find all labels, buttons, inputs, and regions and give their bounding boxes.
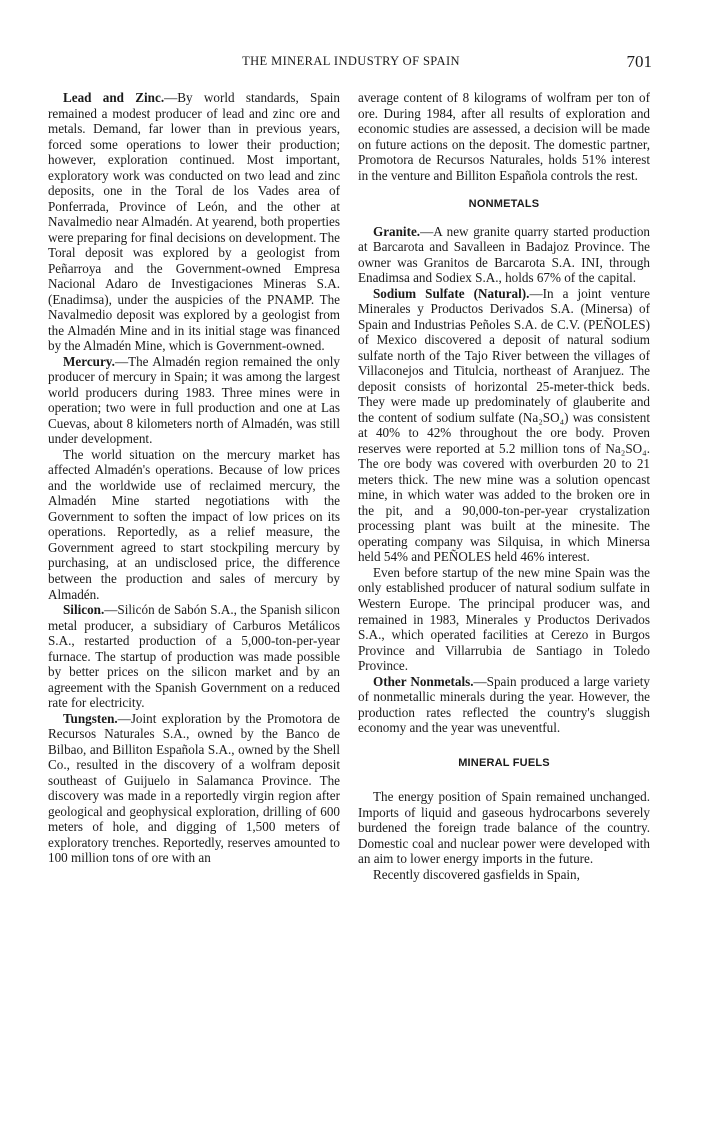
run-in-heading-lead-zinc: Lead and Zinc. xyxy=(63,90,165,105)
running-title: THE MINERAL INDUSTRY OF SPAIN xyxy=(242,54,460,68)
paragraph-text: —A new granite quarry started production at Barcarota and Savalleen in Badajoz Province. The owner was Granitos de Barcarota S.A. INI, through Enadimsa and Sodiex S.A., holds 67% of the capital. xyxy=(358,223,650,286)
paragraph-sodium-sulfate-producers: Even before startup of the new mine Spain was the only established producer of natural sodium sulfate in Western Europe. The principal producer was, and remained in 1983, Minerales y Productos Derivados S.A., which operated facilities at Cerezo in Burgos Province and Villarrubia de Santiago in Toledo Province. xyxy=(358,564,650,674)
paragraph-gasfields: Recently discovered gasfields in Spain, xyxy=(373,866,580,882)
page-header xyxy=(48,52,654,78)
paragraph-text: —Joint exploration by the Promotora de Recursos Naturales S.A., owned by the Banco de Bilbao, and Billiton Española S.A., owned by the Shell Co., resulted in the discovery of a wolfram deposit southeast of Guijuelo in Salamanca Province. The discovery was made in a reportedly virgin region after geological and geophysical exploration, drilling of 600 meters of hole, and digging of 1,500 meters of exploratory trenches. Reportedly, reserves amounted to 100 million tons of ore with an xyxy=(48,710,340,866)
run-in-heading-sodium-sulfate: Sodium Sulfate (Natural). xyxy=(373,285,530,301)
paragraph-mercury xyxy=(48,354,340,447)
run-in-heading-tungsten: Tungsten. xyxy=(63,710,118,726)
page-number: 701 xyxy=(626,52,652,71)
run-in-heading-mercury: Mercury. xyxy=(63,353,115,369)
paragraph-granite xyxy=(358,224,650,286)
paragraph-energy-position: The energy position of Spain remained unchanged. Imports of liquid and gaseous hydrocarbons severely burdened the foreign trade balance of the country. Domestic coal and nuclear power were developed with an aim to lower energy imports in the future. xyxy=(358,789,650,867)
run-in-heading-silicon: Silicon. xyxy=(63,602,105,618)
right-column xyxy=(358,90,650,882)
paragraph-silicon xyxy=(48,602,340,711)
section-heading-mineral-fuels: MINERAL FUELS xyxy=(458,756,550,769)
paragraph-text: —Spain produced a large variety of nonmetallic minerals during the year. However, the production rates reflected the country's sluggish economy and the year was uneventful. xyxy=(358,673,651,736)
paragraph-lead-zinc xyxy=(48,90,340,354)
paragraph-sodium-sulfate xyxy=(358,286,650,565)
paragraph-other-nonmetals xyxy=(358,674,650,736)
paragraph-tungsten xyxy=(48,711,340,866)
paragraph-tungsten-continued: average content of 8 kilograms of wolfram per ton of ore. During 1984, after all results of exploration and economic studies are assessed, a decision will be made on future actions on the deposit. The domestic partner, Promotora de Recursos Naturales, holds 51% interest in the venture and Billiton Española controls the rest. xyxy=(358,90,650,183)
paragraph-text: —The Almadén region remained the only producer of mercury in Spain; it was among the largest world producers during 1983. Three mines were in operation; two were in full production and one at Las Cuevas, about 8 kilometers north of Almadén, was still under development. xyxy=(48,353,340,447)
paragraph-mercury-market: The world situation on the mercury market has affected Almadén's operations. Because of low prices and the worldwide use of reclaimed mercury, the Almadén Mine started negotiations with the Government to soften the impact of low prices on its operations. Reportedly, as a relief measure, the Government agreed to start stockpiling mercury by purchasing, at an undisclosed price, the difference between the production and sales of mercury by Almadén. xyxy=(48,446,340,602)
left-column xyxy=(48,90,340,866)
paragraph-text: —By world standards, Spain remained a modest producer of lead and zinc ore and metals. Demand, far lower than in previous years, forced some operations to lower their production; however, exploration continued. Most important, exploratory work was conducted on two lead and zinc deposits, one in the Toral de los Vades area of Ponferrada, Province of León, and the other at Navalmedio near Almadén. At yearend, both properties were preparing for final decisions on development. The Toral deposit was explored by a geologist from Peñarroya and the Government-owned Empresa Nacional Adaro de Investigaciones Mineras S.A. (Enadimsa), under the auspicies of the PNAMP. The Navalmedio deposit was explored by a geologist from the Almadén Mine and in its initial stage was financed by the Almadén Mine, which is Government-owned. xyxy=(48,90,340,354)
section-heading-nonmetals: NONMETALS xyxy=(468,198,540,211)
run-in-heading-granite: Granite. xyxy=(373,223,421,239)
paragraph-text: —In a joint venture Minerales y Productos Derivados S.A. (Minersa) of Spain and Industrias Peñoles S.A. de C.V. (PEÑOLES) of Mexico discovered a deposit of natural sodium sulfate north of the Tajo River between the villages of Villaconejos and Titulcia, northeast of Aranjuez. The deposit consists of horizontal 25-meter-thick beds. They were made up predominately of glauberite and the content of sodium sulfate (Na₂SO₄) was consistent at 40% to 42% throughout the ore body. Proven reserves were reported at 5.2 million tons of Na₂SO₄. The ore body was covered with overburden 20 to 21 meters thick. The new mine was a solution opencast mine, in which water was added to the broken ore in the pit, and a 90,000-ton-per-year crystalization processing plant was built at the minesite. The operating company was Silquisa, in which Minersa held 54% and PEÑOLES held 46% interest. xyxy=(358,285,651,565)
paragraph-text: —Silicón de Sabón S.A., the Spanish silicon metal producer, a subsidiary of Carburos Metálicos S.A., restarted production of a 5,000-ton-per-year furnace. The startup of production was made possible by better prices on the silicon market and by an agreement with the Spanish Government on a reduced rate for electricity. xyxy=(48,602,340,711)
run-in-heading-other-nonmetals: Other Nonmetals. xyxy=(373,673,474,689)
